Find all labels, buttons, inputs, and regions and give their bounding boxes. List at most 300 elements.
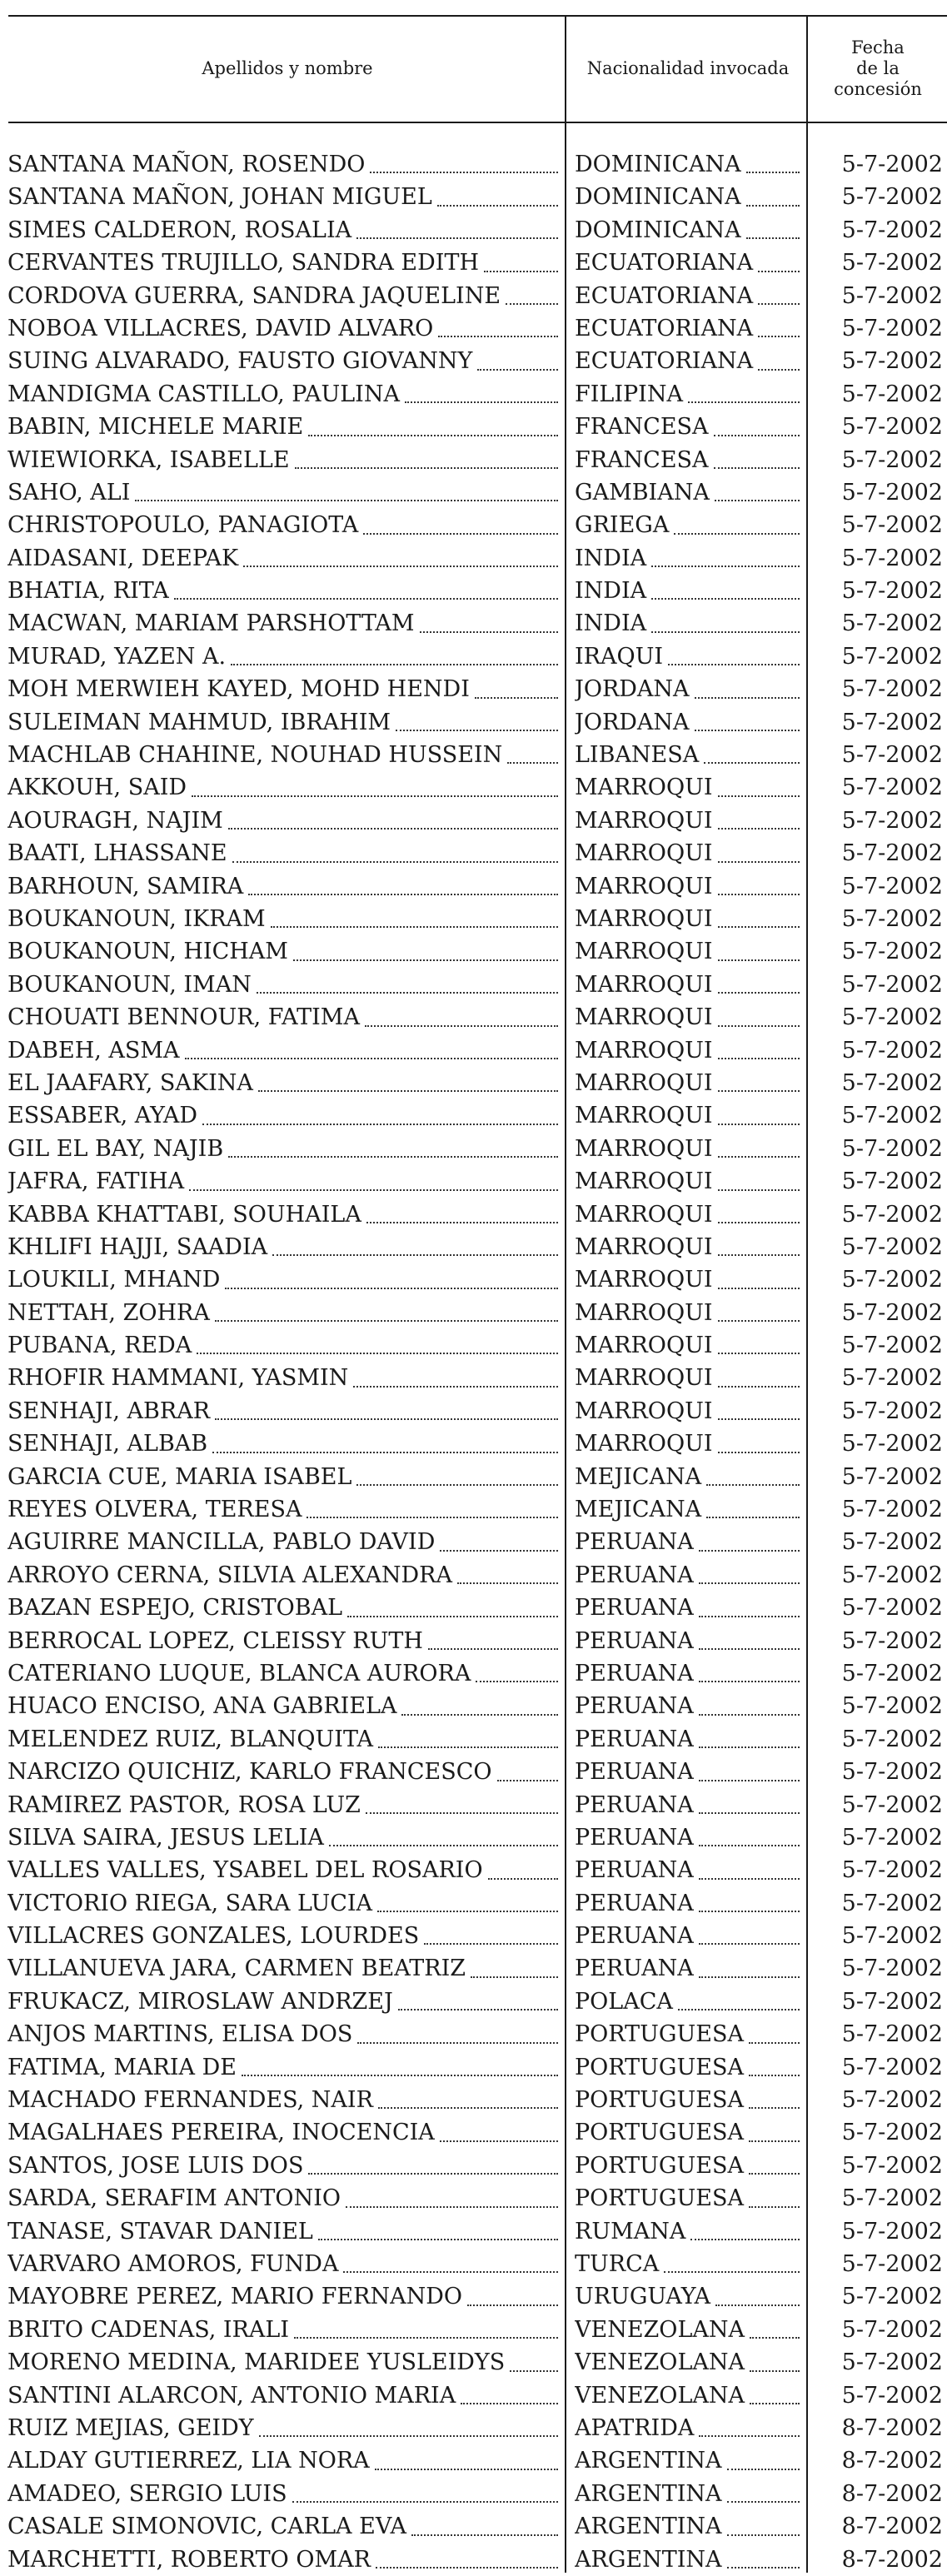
dot-leader	[294, 2337, 558, 2339]
person-name: ALDAY GUTIERREZ, LIA NORA	[7, 2448, 370, 2474]
nationality-cell	[575, 2478, 800, 2510]
dot-leader	[476, 1681, 558, 1682]
table-row	[0, 2379, 947, 2412]
name-cell	[7, 2018, 558, 2050]
nationality: IRAQUI	[575, 643, 664, 670]
concession-date: 5-7-2002	[841, 1890, 943, 1916]
dot-leader	[727, 2469, 800, 2470]
name-cell	[7, 1133, 558, 1165]
nationality-cell	[575, 1986, 800, 2018]
dot-leader	[295, 467, 558, 469]
dot-leader	[318, 2239, 558, 2240]
concession-date: 5-7-2002	[841, 348, 943, 375]
dot-leader	[248, 894, 558, 895]
person-name: BAATI, LHASSANE	[7, 840, 227, 867]
nationality-cell	[575, 2280, 800, 2313]
name-cell	[7, 2182, 558, 2215]
table-row	[0, 1362, 947, 1394]
nationality-cell	[575, 1657, 800, 1690]
nationality: MARROQUI	[575, 905, 713, 932]
table-row	[0, 1592, 947, 1624]
name-cell	[7, 345, 558, 377]
concession-date: 5-7-2002	[841, 1529, 943, 1556]
concession-date: 5-7-2002	[841, 1365, 943, 1392]
dot-leader	[727, 2501, 800, 2503]
dot-leader	[699, 1845, 800, 1846]
table-row	[0, 2248, 947, 2280]
dot-leader	[699, 2435, 800, 2437]
nationality: FRANCESA	[575, 446, 709, 473]
table-row	[0, 969, 947, 1001]
header-name: Apellidos y nombre	[202, 57, 373, 78]
nationality: PORTUGUESA	[575, 2054, 744, 2080]
dot-leader	[699, 1550, 800, 1552]
dot-leader	[718, 1189, 800, 1191]
person-name: AGUIRRE MANCILLA, PABLO DAVID	[7, 1529, 436, 1556]
dot-leader	[307, 1517, 558, 1518]
nationality: PERUANA	[575, 1627, 694, 1654]
person-name: SANTANA MAÑON, JOHAN MIGUEL	[7, 184, 432, 211]
nationality-cell	[575, 1231, 800, 1263]
table-row	[0, 2412, 947, 2444]
dot-leader	[366, 1812, 558, 1814]
dot-leader	[471, 1976, 558, 1978]
name-cell	[7, 509, 558, 541]
name-cell	[7, 1428, 558, 1460]
dot-leader	[347, 1616, 558, 1617]
person-name: WIEWIORKA, ISABELLE	[7, 446, 290, 473]
nationality-cell	[575, 2412, 800, 2444]
dot-leader	[718, 861, 800, 863]
table-row	[0, 1625, 947, 1657]
table-row	[0, 805, 947, 837]
nationality-cell	[575, 1559, 800, 1592]
dot-leader	[699, 1911, 800, 1912]
dot-leader	[758, 369, 800, 371]
concession-date: 8-7-2002	[841, 2414, 943, 2441]
concession-date: 5-7-2002	[841, 1726, 943, 1752]
nationality-cell	[575, 2444, 800, 2477]
dot-leader	[174, 598, 558, 600]
person-name: SILVA SAIRA, JESUS LELIA	[7, 1824, 324, 1851]
nationality-cell	[575, 1854, 800, 1886]
person-name: VILLACRES GONZALES, LOURDES	[7, 1923, 420, 1950]
nationality: MARROQUI	[575, 1299, 713, 1326]
name-cell	[7, 312, 558, 345]
dot-leader	[718, 1254, 800, 1256]
concession-date: 5-7-2002	[841, 446, 943, 473]
person-name: CASALE SIMONOVIC, CARLA EVA	[7, 2514, 406, 2540]
name-cell	[7, 2412, 558, 2444]
nationality: JORDANA	[575, 676, 690, 703]
nationality-cell	[575, 542, 800, 575]
name-cell	[7, 575, 558, 607]
table-row	[0, 1526, 947, 1558]
table-row	[0, 1297, 947, 1329]
table-row	[0, 1952, 947, 1985]
nationality-cell	[575, 1920, 800, 1952]
table-row	[0, 312, 947, 345]
nationality-cell	[575, 837, 800, 869]
dot-leader	[356, 237, 558, 239]
dot-leader	[467, 2304, 558, 2306]
name-cell	[7, 2051, 558, 2084]
person-name: FRUKACZ, MIROSLAW ANDRZEJ	[7, 1988, 393, 2015]
table-row	[0, 837, 947, 869]
name-cell	[7, 444, 558, 476]
nationality-cell	[575, 575, 800, 607]
nationality-cell	[575, 2116, 800, 2149]
dot-leader	[228, 1156, 558, 1158]
nationality: MARROQUI	[575, 1431, 713, 1457]
dot-leader	[746, 237, 800, 239]
dot-leader	[257, 992, 558, 994]
dot-leader	[718, 1222, 800, 1223]
table-row	[0, 181, 947, 213]
concession-date: 5-7-2002	[841, 1497, 943, 1523]
name-cell	[7, 378, 558, 411]
name-cell	[7, 2314, 558, 2346]
dot-leader	[438, 336, 558, 337]
dot-leader	[376, 2567, 558, 2569]
dot-leader	[718, 1320, 800, 1322]
nationality: JORDANA	[575, 709, 690, 735]
concession-date: 8-7-2002	[841, 2480, 943, 2507]
dot-leader	[440, 1550, 558, 1552]
table-row	[0, 1854, 947, 1886]
nationality-cell	[575, 476, 800, 509]
dot-leader	[706, 1517, 800, 1518]
person-name: SAHO, ALI	[7, 479, 131, 506]
nationality: MARROQUI	[575, 1398, 713, 1424]
dot-leader	[510, 2370, 558, 2372]
person-name: GARCIA CUE, MARIA ISABEL	[7, 1463, 352, 1490]
person-name: DABEH, ASMA	[7, 1037, 180, 1064]
name-cell	[7, 1067, 558, 1099]
nationality-cell	[575, 1034, 800, 1067]
person-name: PUBANA, REDA	[7, 1333, 192, 1359]
nationality: DOMINICANA	[575, 217, 741, 243]
nationality-cell	[575, 706, 800, 739]
nationality: MARROQUI	[575, 1069, 713, 1096]
dot-leader	[699, 1780, 800, 1781]
person-name: VICTORIO RIEGA, SARA LUCIA	[7, 1890, 373, 1916]
table-row	[0, 1657, 947, 1690]
table-row	[0, 1690, 947, 1722]
dot-leader	[475, 697, 558, 699]
nationality-cell	[575, 2018, 800, 2050]
nationality: MARROQUI	[575, 1365, 713, 1392]
nationality-cell	[575, 1001, 800, 1034]
dot-leader	[357, 2042, 558, 2044]
dot-leader	[715, 2304, 800, 2306]
person-name: VARVARO AMOROS, FUNDA	[7, 2251, 339, 2277]
name-cell	[7, 411, 558, 443]
name-cell	[7, 1198, 558, 1231]
person-name: RHOFIR HAMMANI, YASMIN	[7, 1365, 349, 1392]
table-row	[0, 607, 947, 640]
nationality-cell	[575, 2051, 800, 2084]
concession-date: 8-7-2002	[841, 2448, 943, 2474]
concession-date: 5-7-2002	[841, 709, 943, 735]
dot-leader	[758, 271, 800, 272]
table-row	[0, 1395, 947, 1428]
nationality-cell	[575, 1099, 800, 1132]
nationality-cell	[575, 935, 800, 968]
name-cell	[7, 1789, 558, 1821]
dot-leader	[727, 2567, 800, 2569]
nationality-cell	[575, 1165, 800, 1198]
name-cell	[7, 739, 558, 771]
dot-leader	[718, 828, 800, 830]
concession-date: 5-7-2002	[841, 610, 943, 637]
table-row	[0, 2510, 947, 2543]
dot-leader	[718, 1058, 800, 1059]
person-name: MELENDEZ RUIZ, BLANQUITA	[7, 1726, 374, 1752]
table-row	[0, 444, 947, 476]
concession-date: 5-7-2002	[841, 2251, 943, 2277]
nationality: PERUANA	[575, 1759, 694, 1786]
person-name: BHATIA, RITA	[7, 578, 169, 605]
dot-leader	[699, 1812, 800, 1814]
nationality: LIBANESA	[575, 742, 700, 769]
concession-date: 5-7-2002	[841, 578, 943, 605]
dot-leader	[135, 500, 558, 501]
dot-leader	[484, 271, 558, 272]
name-cell	[7, 1297, 558, 1329]
nationality-cell	[575, 2084, 800, 2116]
person-name: EL JAAFARY, SAKINA	[7, 1069, 253, 1096]
name-cell	[7, 1690, 558, 1722]
dot-leader	[758, 303, 800, 305]
nationality-cell	[575, 411, 800, 443]
person-name: KHLIFI HAJJI, SAADIA	[7, 1233, 268, 1260]
concession-date: 5-7-2002	[841, 1660, 943, 1687]
dot-leader	[346, 2206, 558, 2208]
table-body	[0, 148, 947, 2576]
dot-leader	[272, 1254, 558, 1256]
dot-leader	[718, 959, 800, 961]
table-row	[0, 2346, 947, 2379]
concession-date: 5-7-2002	[841, 1595, 943, 1622]
name-cell	[7, 1559, 558, 1592]
table-row	[0, 2084, 947, 2116]
nationality: MARROQUI	[575, 1037, 713, 1064]
person-name: MORENO MEDINA, MARIDEE YUSLEIDYS	[7, 2349, 506, 2376]
nationality-cell	[575, 1428, 800, 1460]
dot-leader	[718, 1124, 800, 1125]
nationality-cell	[575, 640, 800, 673]
concession-date: 5-7-2002	[841, 1168, 943, 1195]
dot-leader	[718, 1288, 800, 1289]
table-row	[0, 903, 947, 935]
dot-leader	[506, 303, 558, 305]
nationality: INDIA	[575, 578, 647, 605]
table-row	[0, 2444, 947, 2477]
dot-leader	[461, 2403, 558, 2404]
nationality: MARROQUI	[575, 1233, 713, 1260]
dot-leader	[714, 467, 800, 469]
name-cell	[7, 673, 558, 705]
concession-date: 5-7-2002	[841, 2382, 943, 2409]
person-name: BABIN, MICHELE MARIE	[7, 414, 304, 441]
dot-leader	[440, 2140, 558, 2142]
nationality: TURCA	[575, 2251, 660, 2277]
name-cell	[7, 247, 558, 279]
name-cell	[7, 805, 558, 837]
nationality: ECUATORIANA	[575, 348, 754, 375]
dot-leader	[202, 1124, 558, 1125]
dot-leader	[189, 1189, 558, 1191]
dot-leader	[749, 2140, 800, 2142]
table-row	[0, 1099, 947, 1132]
nationality-cell	[575, 673, 800, 705]
name-cell	[7, 1592, 558, 1624]
table-row	[0, 476, 947, 509]
nationality-cell	[575, 870, 800, 903]
table-row	[0, 673, 947, 705]
concession-date: 5-7-2002	[841, 1135, 943, 1162]
person-name: ESSABER, AYAD	[7, 1103, 198, 1129]
nationality-cell	[575, 2314, 800, 2346]
table-row	[0, 509, 947, 541]
dot-leader	[225, 1288, 558, 1289]
table-row	[0, 1887, 947, 1920]
concession-date: 5-7-2002	[841, 217, 943, 243]
nationality: MEJICANA	[575, 1463, 702, 1490]
table-row	[0, 2182, 947, 2215]
concession-date: 5-7-2002	[841, 1791, 943, 1818]
name-cell	[7, 542, 558, 575]
nationality-cell	[575, 2215, 800, 2248]
table-row	[0, 640, 947, 673]
nationality-cell	[575, 739, 800, 771]
dot-leader	[749, 2206, 800, 2208]
nationality: PERUANA	[575, 1923, 694, 1950]
dot-leader	[718, 1353, 800, 1354]
name-cell	[7, 1001, 558, 1034]
concession-date: 5-7-2002	[841, 2316, 943, 2343]
name-cell	[7, 2280, 558, 2313]
table-row	[0, 1133, 947, 1165]
dot-leader	[292, 2501, 558, 2503]
concession-date: 5-7-2002	[841, 807, 943, 834]
name-cell	[7, 1395, 558, 1428]
person-name: BOUKANOUN, IMAN	[7, 971, 252, 998]
name-cell	[7, 2379, 558, 2412]
person-name: SUING ALVARADO, FAUSTO GIOVANNY	[7, 348, 473, 375]
dot-leader	[750, 2337, 800, 2339]
table-row	[0, 771, 947, 804]
person-name: MOH MERWIEH KAYED, MOHD HENDI	[7, 676, 470, 703]
concession-date: 5-7-2002	[841, 1037, 943, 1064]
dot-leader	[704, 762, 800, 764]
nationality-cell	[575, 378, 800, 411]
nationality: MARROQUI	[575, 1004, 713, 1031]
nationality-cell	[575, 2248, 800, 2280]
nationality: PORTUGUESA	[575, 2087, 744, 2114]
table-row	[0, 1165, 947, 1198]
person-name: MURAD, YAZEN A.	[7, 643, 227, 670]
dot-leader	[259, 2435, 558, 2437]
dot-leader	[749, 2173, 800, 2175]
person-name: SANTANA MAÑON, ROSENDO	[7, 152, 366, 177]
nationality: PERUANA	[575, 1660, 694, 1687]
table-row	[0, 1231, 947, 1263]
dot-leader	[308, 2173, 558, 2175]
person-name: MANDIGMA CASTILLO, PAULINA	[7, 381, 400, 407]
dot-leader	[396, 730, 558, 731]
name-cell	[7, 2544, 558, 2576]
nationality-cell	[575, 771, 800, 804]
nationality: MARROQUI	[575, 807, 713, 834]
person-name: MAYOBRE PEREZ, MARIO FERNANDO	[7, 2284, 462, 2310]
nationality: VENEZOLANA	[575, 2349, 745, 2376]
dot-leader	[398, 2009, 558, 2010]
nationality-cell	[575, 509, 800, 541]
dot-leader	[215, 1418, 558, 1420]
nationality-cell	[575, 345, 800, 377]
person-name: RUIZ MEJIAS, GEIDY	[7, 2414, 254, 2441]
table-row	[0, 1428, 947, 1460]
concession-date: 5-7-2002	[841, 1562, 943, 1588]
concession-date: 5-7-2002	[841, 2021, 943, 2048]
person-name: MACHLAB CHAHINE, NOUHAD HUSSEIN	[7, 742, 503, 769]
table-row	[0, 2314, 947, 2346]
concession-date: 5-7-2002	[841, 939, 943, 965]
dot-leader	[271, 926, 558, 928]
dot-leader	[699, 1976, 800, 1978]
nationality-cell	[575, 1395, 800, 1428]
nationality: URUGUAYA	[575, 2284, 710, 2310]
table-row	[0, 706, 947, 739]
nationality: FRANCESA	[575, 414, 709, 441]
nationality-cell	[575, 1297, 800, 1329]
dot-leader	[695, 697, 800, 699]
nationality: APATRIDA	[575, 2414, 695, 2441]
dot-leader	[363, 533, 558, 535]
nationality-cell	[575, 444, 800, 476]
table-row	[0, 214, 947, 247]
nationality: PERUANA	[575, 1857, 694, 1884]
nationality: MARROQUI	[575, 775, 713, 801]
concession-date: 5-7-2002	[841, 1627, 943, 1654]
concession-date: 5-7-2002	[841, 1923, 943, 1950]
concession-date: 5-7-2002	[841, 1004, 943, 1031]
person-name: VILLANUEVA JARA, CARMEN BEATRIZ	[7, 1956, 466, 1982]
dot-leader	[695, 730, 800, 731]
name-cell	[7, 1756, 558, 1788]
nationality: MARROQUI	[575, 840, 713, 867]
concession-date: 5-7-2002	[841, 479, 943, 506]
dot-leader	[329, 1845, 558, 1846]
table-row	[0, 1756, 947, 1788]
table-row	[0, 2478, 947, 2510]
concession-date: 5-7-2002	[841, 1398, 943, 1424]
concession-date: 5-7-2002	[841, 775, 943, 801]
nationality: PORTUGUESA	[575, 2152, 744, 2179]
name-cell	[7, 1657, 558, 1690]
nationality: MARROQUI	[575, 873, 713, 899]
nationality: ARGENTINA	[575, 2448, 722, 2474]
table-row	[0, 1329, 947, 1362]
table-row	[0, 935, 947, 968]
name-cell	[7, 476, 558, 509]
dot-leader	[699, 1616, 800, 1617]
person-name: ANJOS MARTINS, ELISA DOS	[7, 2021, 353, 2048]
table-row	[0, 411, 947, 443]
name-cell	[7, 2084, 558, 2116]
